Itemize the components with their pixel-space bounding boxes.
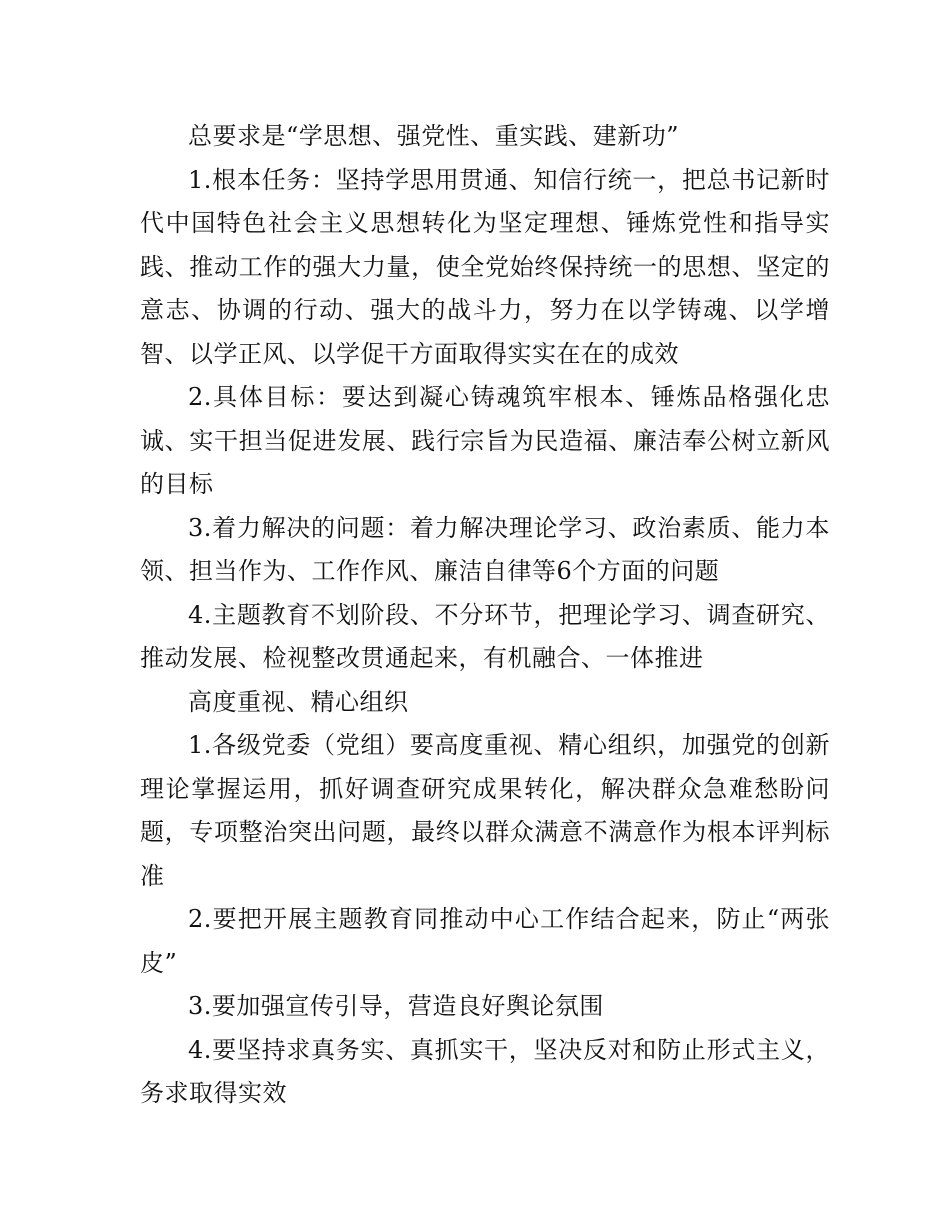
paragraph-publicity: 3.要加强宣传引导，营造良好舆论氛围 bbox=[188, 992, 604, 1020]
document-body bbox=[140, 115, 830, 1116]
paragraph-general-requirement: 总要求是“学思想、强党性、重实践、建新功” bbox=[188, 122, 680, 150]
paragraph-party-committees: 1.各级党委（党组）要高度重视、精心组织，加强党的创新理论掌握运用，抓好调查研究成果转化，解决群众急难愁盼问题，专项整治突出问题，最终以群众满意不满意作为根本评判标准 bbox=[140, 731, 830, 890]
paragraph-integrated-approach: 4.主题教育不划阶段、不分环节，把理论学习、调查研究、推动发展、检视整改贯通起来，有机融合、一体推进 bbox=[140, 600, 830, 672]
section-heading-organization: 高度重视、精心组织 bbox=[188, 687, 409, 716]
paragraph-problems-to-solve: 3.着力解决的问题：着力解决理论学习、政治素质、能力本领、担当作为、工作作风、廉洁自律等6个方面的问题 bbox=[140, 513, 830, 585]
paragraph-specific-goals: 2.具体目标：要达到凝心铸魂筑牢根本、锤炼品格强化忠诚、实干担当促进发展、践行宗旨为民造福、廉洁奉公树立新风的目标 bbox=[140, 383, 830, 498]
paragraph-fundamental-task: 1.根本任务：坚持学思用贯通、知信行统一，把总书记新时代中国特色社会主义思想转化为坚定理想、锤炼党性和指导实践、推动工作的强大力量，使全党始终保持统一的思想、坚定的意志、协调的行动、强大的战斗力，努力在以学铸魂、以学增智、以学正风、以学促干方面取得实实在在的成效 bbox=[140, 165, 830, 368]
paragraph-combine-with-work: 2.要把开展主题教育同推动中心工作结合起来，防止“两张皮” bbox=[140, 905, 830, 977]
paragraph-practical-results: 4.要坚持求真务实、真抓实干，坚决反对和防止形式主义，务求取得实效 bbox=[140, 1035, 830, 1107]
